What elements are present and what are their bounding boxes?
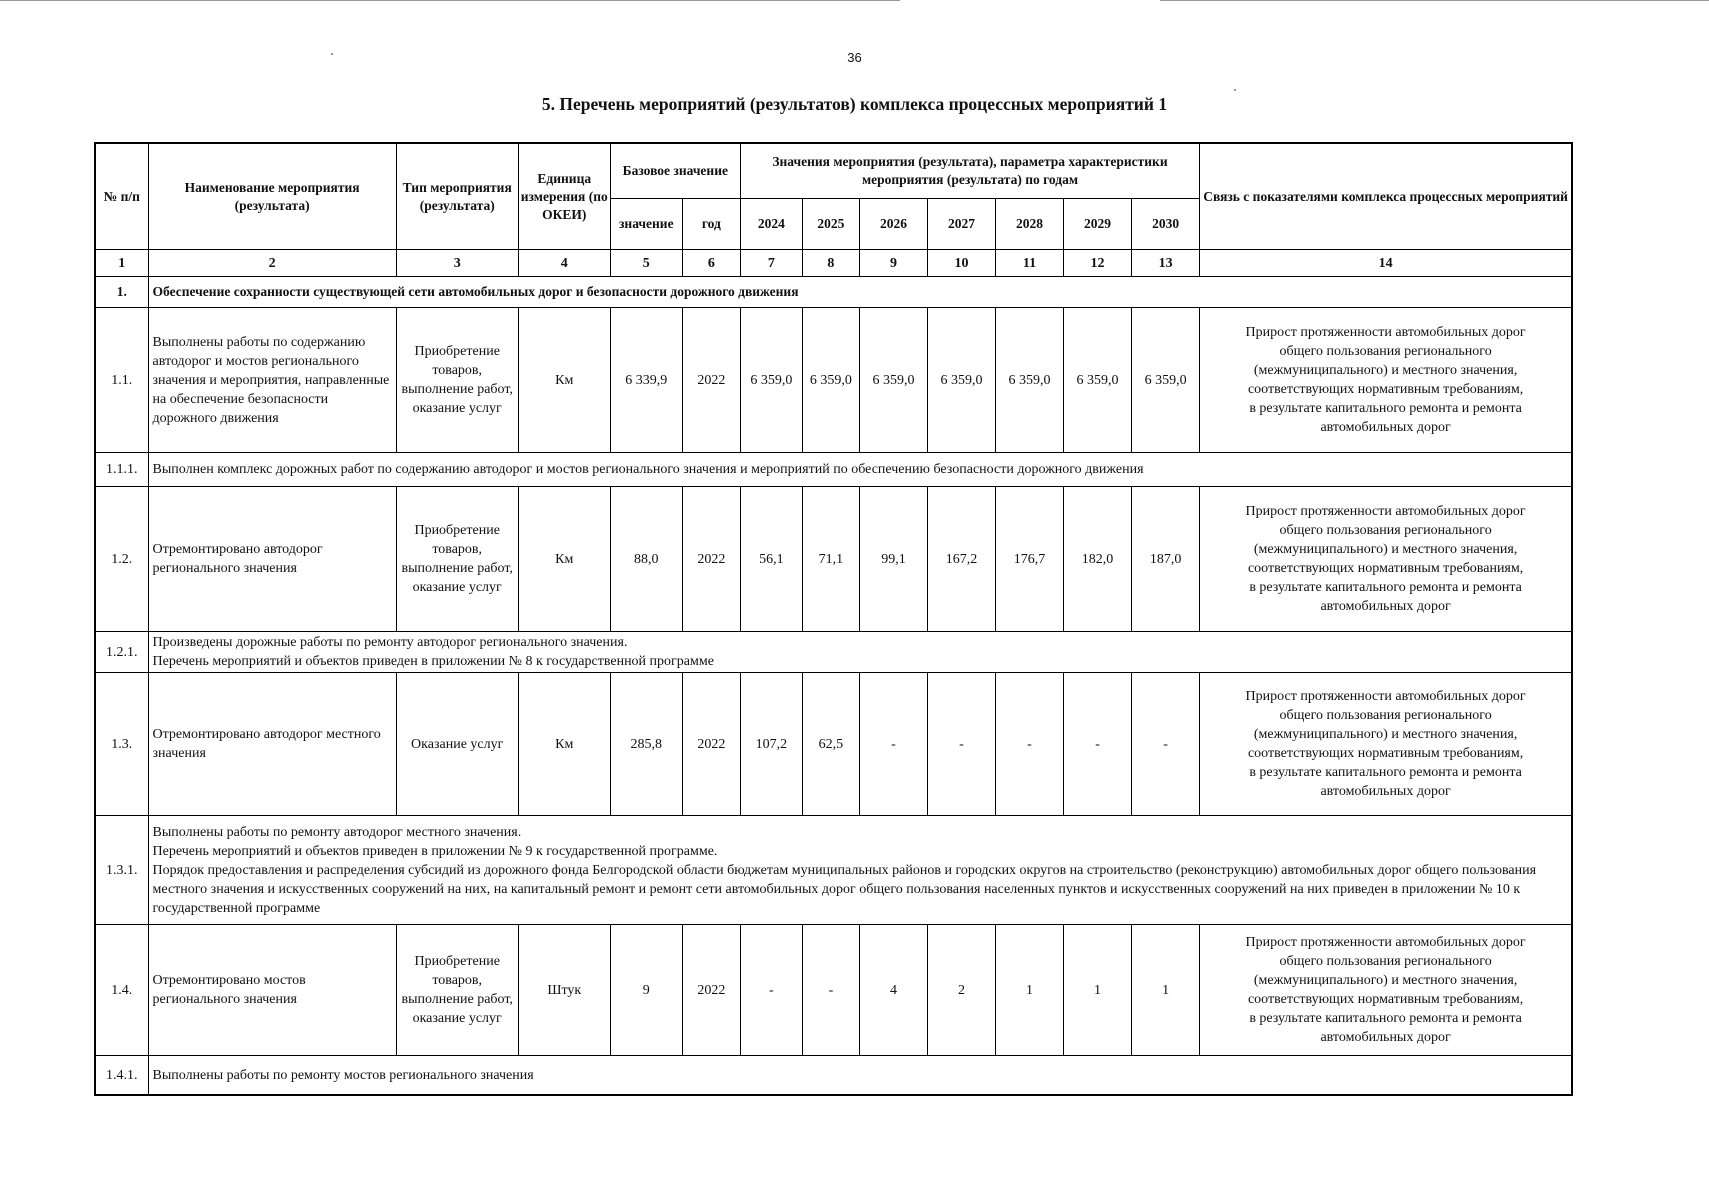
row-base-value: 88,0 <box>610 487 682 632</box>
row-link: Прирост протяженности автомобильных дорог общего пользования регионального (межмуниципального) и местного значения, соответствующих нормативным требованиям, в результате капитального ремонта и ремонта автомобильных дорог <box>1200 487 1572 632</box>
section-num: 1. <box>95 277 148 308</box>
column-number: 1 <box>95 250 148 277</box>
row-value-2024: 6 359,0 <box>740 308 802 453</box>
table-row <box>95 925 1572 1056</box>
row-link: Прирост протяженности автомобильных дорог общего пользования регионального (межмуниципального) и местного значения, соответствующих нормативным требованиям, в результате капитального ремонта и ремонта автомобильных дорог <box>1200 673 1572 816</box>
row-base-year: 2022 <box>682 487 740 632</box>
header-row-1 <box>95 143 1572 199</box>
row-num: 1.1. <box>95 308 148 453</box>
row-unit: Км <box>518 308 610 453</box>
row-value-2030: 6 359,0 <box>1132 308 1200 453</box>
header-year: 2029 <box>1064 199 1132 250</box>
column-number: 14 <box>1200 250 1572 277</box>
sub-text: Выполнены работы по ремонту мостов регионального значения <box>148 1056 1572 1096</box>
header-name: Наименование мероприятия (результата) <box>148 143 396 250</box>
column-number: 7 <box>740 250 802 277</box>
header-base-value: значение <box>610 199 682 250</box>
row-type: Оказание услуг <box>396 673 518 816</box>
row-value-2025: 62,5 <box>802 673 859 816</box>
row-value-2027: - <box>927 673 995 816</box>
column-number: 8 <box>802 250 859 277</box>
scan-edge-line <box>0 0 1709 2</box>
sub-text: Выполнены работы по ремонту автодорог местного значения. Перечень мероприятий и объектов приведен в приложении № 9 к государственной программе. Порядок предоставления и распределения субсидий из дорожного фонда Белгородской области бюджетам муниципальных районов и городских округов на строительство (реконструкцию) автомобильных дорог общего пользования местного значения и искусственных сооружений на них, на капитальный ремонт и ремонт сети автомобильных дорог общего пользования населенных пунктов и искусственных сооружений на них приведен в приложении № 10 к государственной программе <box>148 816 1572 925</box>
row-name: Отремонтировано мостов регионального значения <box>148 925 396 1056</box>
row-base-value: 9 <box>610 925 682 1056</box>
section-title: Обеспечение сохранности существующей сети автомобильных дорог и безопасности дорожного движения <box>148 277 1572 308</box>
row-base-year: 2022 <box>682 673 740 816</box>
column-number: 13 <box>1132 250 1200 277</box>
row-link: Прирост протяженности автомобильных дорог общего пользования регионального (межмуниципального) и местного значения, соответствующих нормативным требованиям, в результате капитального ремонта и ремонта автомобильных дорог <box>1200 308 1572 453</box>
column-number-row <box>95 250 1572 277</box>
row-value-2024: 107,2 <box>740 673 802 816</box>
row-value-2024: - <box>740 925 802 1056</box>
row-name: Отремонтировано автодорог регионального значения <box>148 487 396 632</box>
document-title: 5. Перечень мероприятий (результатов) комплекса процессных мероприятий 1 <box>541 94 1168 114</box>
row-value-2029: 182,0 <box>1064 487 1132 632</box>
column-number: 10 <box>927 250 995 277</box>
row-value-2026: 99,1 <box>859 487 927 632</box>
header-base: Базовое значение <box>610 143 740 199</box>
header-type: Тип мероприятия (результата) <box>396 143 518 250</box>
column-number: 9 <box>859 250 927 277</box>
row-unit: Штук <box>518 925 610 1056</box>
row-unit: Км <box>518 673 610 816</box>
page-number: 36 <box>847 50 862 65</box>
sub-text: Произведены дорожные работы по ремонту автодорог регионального значения. Перечень мероприятий и объектов приведен в приложении № 8 к государственной программе <box>148 632 1572 673</box>
row-base-value: 285,8 <box>610 673 682 816</box>
row-num: 1.2. <box>95 487 148 632</box>
row-value-2026: 4 <box>859 925 927 1056</box>
row-value-2028: 176,7 <box>995 487 1063 632</box>
row-value-2028: - <box>995 673 1063 816</box>
row-value-2030: 187,0 <box>1132 487 1200 632</box>
header-year: 2024 <box>740 199 802 250</box>
header-link: Связь с показателями комплекса процессных мероприятий <box>1200 143 1572 250</box>
row-value-2025: 6 359,0 <box>802 308 859 453</box>
row-value-2025: 71,1 <box>802 487 859 632</box>
sub-num: 1.3.1. <box>95 816 148 925</box>
row-value-2025: - <box>802 925 859 1056</box>
column-number: 4 <box>518 250 610 277</box>
row-value-2027: 167,2 <box>927 487 995 632</box>
sub-num: 1.4.1. <box>95 1056 148 1096</box>
row-link: Прирост протяженности автомобильных дорог общего пользования регионального (межмуниципального) и местного значения, соответствующих нормативным требованиям, в результате капитального ремонта и ремонта автомобильных дорог <box>1200 925 1572 1056</box>
row-value-2027: 6 359,0 <box>927 308 995 453</box>
table-row <box>95 487 1572 632</box>
header-unit: Единица измерения (по ОКЕИ) <box>518 143 610 250</box>
header-values-by-year: Значения мероприятия (результата), параметра характеристики мероприятия (результата) по годам <box>740 143 1199 199</box>
row-base-year: 2022 <box>682 308 740 453</box>
row-value-2026: 6 359,0 <box>859 308 927 453</box>
sub-text: Выполнен комплекс дорожных работ по содержанию автодорог и мостов регионального значения и мероприятий по обеспечению безопасности дорожного движения <box>148 453 1572 487</box>
table-row <box>95 308 1572 453</box>
row-base-value: 6 339,9 <box>610 308 682 453</box>
header-year: 2026 <box>859 199 927 250</box>
sub-row <box>95 816 1572 925</box>
row-type: Приобретение товаров, выполнение работ, оказание услуг <box>396 487 518 632</box>
row-value-2026: - <box>859 673 927 816</box>
row-num: 1.4. <box>95 925 148 1056</box>
row-value-2027: 2 <box>927 925 995 1056</box>
scan-speck <box>1234 89 1236 91</box>
row-name: Выполнены работы по содержанию автодорог и мостов регионального значения и мероприятия, направленные на обеспечение безопасности дорожного движения <box>148 308 396 453</box>
header-year: 2030 <box>1132 199 1200 250</box>
row-value-2028: 6 359,0 <box>995 308 1063 453</box>
section-row <box>95 277 1572 308</box>
column-number: 5 <box>610 250 682 277</box>
header-year: 2025 <box>802 199 859 250</box>
row-type: Приобретение товаров, выполнение работ, оказание услуг <box>396 925 518 1056</box>
row-value-2029: 6 359,0 <box>1064 308 1132 453</box>
sub-row <box>95 453 1572 487</box>
sub-row <box>95 632 1572 673</box>
column-number: 11 <box>995 250 1063 277</box>
row-name: Отремонтировано автодорог местного значения <box>148 673 396 816</box>
header-year: 2027 <box>927 199 995 250</box>
row-value-2029: - <box>1064 673 1132 816</box>
row-type: Приобретение товаров, выполнение работ, оказание услуг <box>396 308 518 453</box>
row-value-2024: 56,1 <box>740 487 802 632</box>
row-base-year: 2022 <box>682 925 740 1056</box>
row-value-2030: - <box>1132 673 1200 816</box>
column-number: 3 <box>396 250 518 277</box>
row-value-2030: 1 <box>1132 925 1200 1056</box>
column-number: 2 <box>148 250 396 277</box>
header-num: № п/п <box>95 143 148 250</box>
table-row <box>95 673 1572 816</box>
activities-table <box>94 142 1573 1096</box>
row-value-2028: 1 <box>995 925 1063 1056</box>
header-year: 2028 <box>995 199 1063 250</box>
row-value-2029: 1 <box>1064 925 1132 1056</box>
sub-num: 1.2.1. <box>95 632 148 673</box>
header-base-year: год <box>682 199 740 250</box>
sub-num: 1.1.1. <box>95 453 148 487</box>
row-num: 1.3. <box>95 673 148 816</box>
row-unit: Км <box>518 487 610 632</box>
column-number: 12 <box>1064 250 1132 277</box>
column-number: 6 <box>682 250 740 277</box>
sub-row <box>95 1056 1572 1096</box>
